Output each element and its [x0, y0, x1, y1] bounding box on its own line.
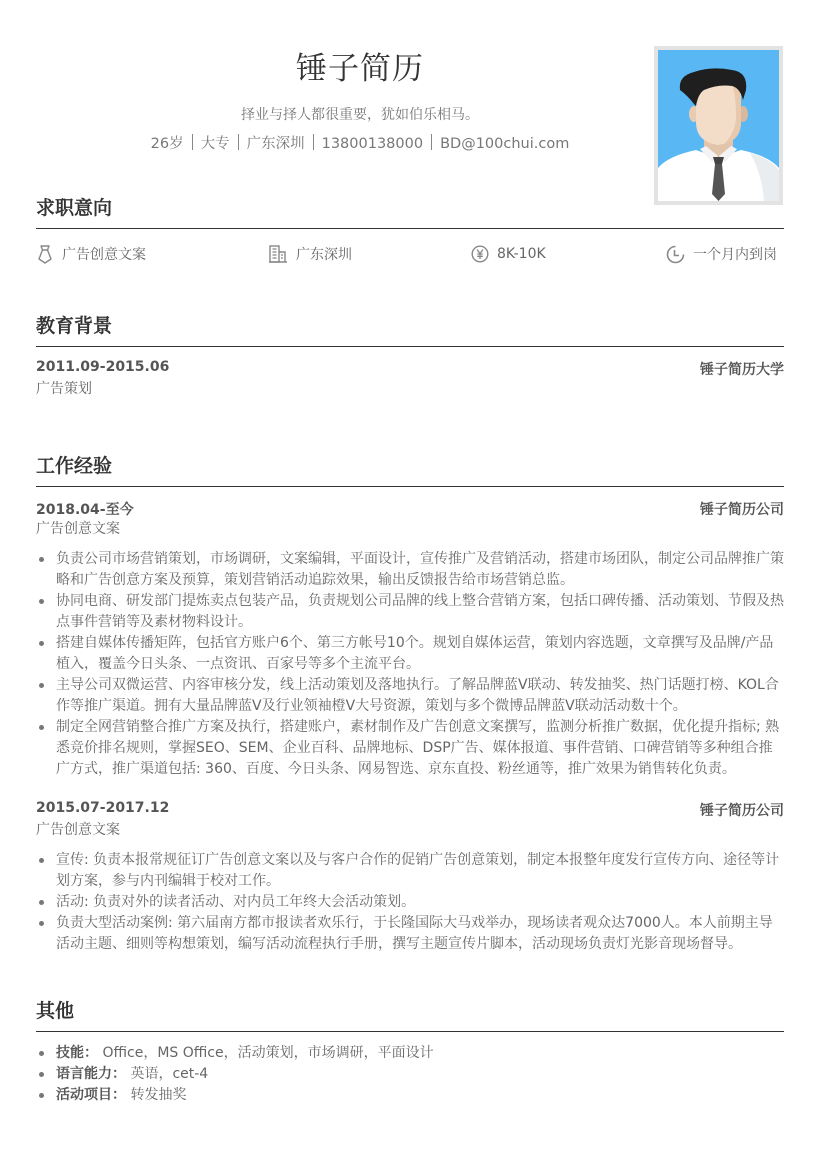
info-education: 大专 [200, 136, 230, 152]
list-item-skills [36, 1043, 786, 1064]
work-entry-header [36, 499, 784, 519]
avatar-illustration-icon [658, 50, 779, 201]
section-title-work: 工作经验 [36, 455, 113, 477]
work-date: 2018.04-至今 [36, 502, 134, 518]
work-position: 广告创意文案 [36, 521, 120, 537]
personal-info [0, 134, 720, 154]
section-divider [36, 1031, 784, 1032]
skills-value: Office，MS Office，活动策划，市场调研，平面设计 [102, 1045, 434, 1061]
job-intent-row [36, 243, 784, 265]
section-divider [36, 346, 784, 347]
list-item: 制定全网营销整合推广方案及执行，搭建账户，素材制作及广告创意文案撰写，监测分析推广数据，优化提升指标; 熟悉竞价排名规则，掌握SEO、SEM、企业百科、品牌地标、DSP广告、媒体报道、事件营销、口碑营销等多种组合推广方式，推广渠道包括: 360、百度、今日头条、网易智选、京东直投、粉丝通等，推广效果为销售转化负责。 [36, 717, 786, 780]
education-entry-header [36, 359, 784, 379]
list-item: 搭建自媒体传播矩阵，包括官方账户6个、第三方帐号10个。规划自媒体运营，策划内容选题，文章撰写及品牌/产品植入，覆盖今日头条、一点资讯、百家号等多个主流平台。 [36, 633, 786, 675]
info-email: BD@100chui.com [440, 136, 570, 152]
list-item: 宣传: 负责本报常规征订广告创意文案以及与客户合作的促销广告创意策划，制定本报整年度发行宣传方向、途径等计划方案，参与内刊编辑于校对工作。 [36, 850, 786, 892]
list-item: 活动: 负责对外的读者活动、对内员工年终大会活动策划。 [36, 892, 786, 913]
education-school: 锤子简历大学 [700, 362, 784, 378]
resume-name: 锤子简历 [296, 51, 424, 87]
avatar [654, 46, 783, 205]
info-location: 广东深圳 [246, 136, 305, 152]
work-company: 锤子简历公司 [700, 803, 784, 819]
education-date: 2011.09-2015.06 [36, 359, 170, 375]
work-duties-list [36, 850, 786, 955]
divider [431, 134, 432, 150]
intent-availability-label: 一个月内到岗 [693, 247, 777, 263]
section-title-education: 教育背景 [36, 315, 113, 337]
work-duties-list [36, 549, 786, 780]
activities-label: 活动项目： [56, 1087, 126, 1103]
list-item-activities [36, 1085, 786, 1106]
list-item: 协同电商、研发部门提炼卖点包装产品，负责规划公司品牌的线上整合营销方案，包括口碑传播、活动策划、节假及热点事件营销等及素材物料设计。 [36, 591, 786, 633]
intent-position [36, 243, 146, 265]
section-divider [36, 486, 784, 487]
divider [313, 134, 314, 150]
work-company: 锤子简历公司 [700, 502, 784, 518]
skills-label: 技能： [56, 1045, 98, 1061]
work-date: 2015.07-2017.12 [36, 800, 170, 816]
info-phone: 13800138000 [321, 136, 424, 152]
clock-icon [666, 245, 685, 264]
list-item: 主导公司双微运营、内容审核分发，线上活动策划及落地执行。了解品牌蓝V联动、转发抽奖、热门话题打榜、KOL合作等推广渠道。拥有大量品牌蓝V及行业领袖橙V大号资源，策划与多个微博品牌蓝V联动活动数十个。 [36, 675, 786, 717]
building-icon [268, 244, 288, 264]
info-age: 26岁 [150, 136, 184, 152]
education-major: 广告策划 [36, 381, 92, 397]
section-divider [36, 228, 784, 229]
work-entry-header [36, 800, 784, 820]
intent-salary-label: 8K-10K [497, 246, 546, 262]
intent-availability [666, 243, 777, 265]
tie-icon [36, 244, 54, 264]
list-item: 负责大型活动案例: 第六届南方都市报读者欢乐行，于长隆国际大马戏举办，现场读者观众达7000人。本人前期主导活动主题、细则等构想策划，编写活动流程执行手册，撰写主题宣传片脚本，活动现场负责灯光影音现场督导。 [36, 913, 786, 955]
yen-icon [471, 245, 489, 263]
other-list [36, 1043, 786, 1106]
language-value: 英语，cet-4 [130, 1066, 209, 1082]
intent-location-label: 广东深圳 [296, 247, 352, 263]
list-item: 负责公司市场营销策划，市场调研，文案编辑，平面设计，宣传推广及营销活动，搭建市场团队，制定公司品牌推广策略和广告创意方案及预算，策划营销活动追踪效果，输出反馈报告给市场营销总监。 [36, 549, 786, 591]
intent-salary [471, 243, 546, 265]
divider [238, 134, 239, 150]
section-title-intent: 求职意向 [36, 197, 113, 219]
resume-motto: 择业与择人都很重要，犹如伯乐相马。 [241, 107, 479, 123]
section-title-other: 其他 [36, 1000, 75, 1022]
intent-location [268, 243, 352, 265]
resume-header [0, 0, 820, 210]
list-item-language [36, 1064, 786, 1085]
divider [192, 134, 193, 150]
language-label: 语言能力： [56, 1066, 126, 1082]
activities-value: 转发抽奖 [130, 1087, 187, 1103]
intent-position-label: 广告创意文案 [62, 247, 146, 263]
work-position: 广告创意文案 [36, 822, 120, 838]
